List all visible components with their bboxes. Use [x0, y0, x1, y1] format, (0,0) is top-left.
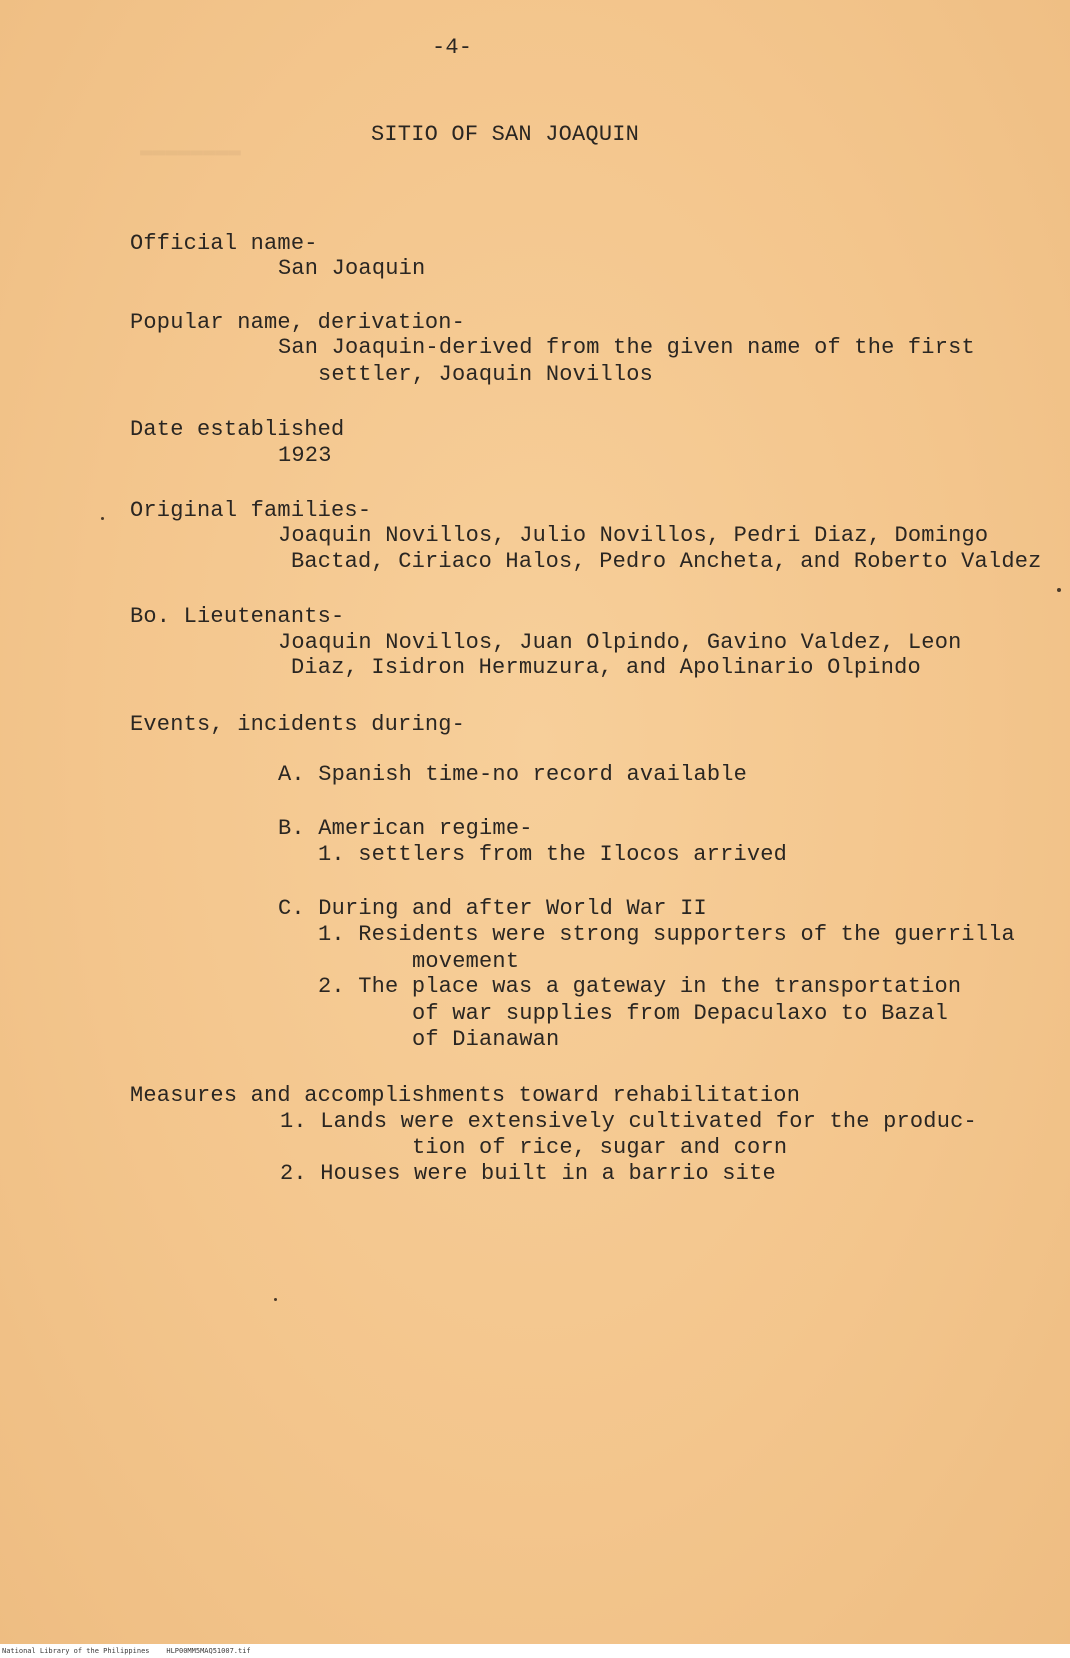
lieutenants-label: Bo. Lieutenants- — [130, 604, 345, 629]
original-families-line1: Joaquin Novillos, Julio Novillos, Pedri Diaz, Domingo — [278, 523, 989, 548]
measures-label: Measures and accomplishments toward rehabilitation — [130, 1083, 801, 1108]
popular-name-label: Popular name, derivation- — [130, 310, 466, 335]
event-c-wwii: C. During and after World War II — [278, 896, 707, 921]
page-number: -4- — [432, 35, 473, 60]
official-name-label: Official name- — [130, 231, 318, 256]
event-c2-line2: of war supplies from Depaculaxo to Bazal — [412, 1001, 949, 1026]
event-c2-line3: of Dianawan — [412, 1027, 560, 1052]
original-families-label: Original families- — [130, 498, 372, 523]
lieutenants-line1: Joaquin Novillos, Juan Olpindo, Gavino Valdez, Leon — [278, 630, 962, 655]
date-established-value: 1923 — [278, 443, 332, 468]
original-families-line2: Bactad, Ciriaco Halos, Pedro Ancheta, and Roberto Valdez — [291, 549, 1042, 574]
paper-speck — [1057, 588, 1061, 592]
scan-footer: National Library of the Philippines HLP00MM5MAQ51007.tif — [2, 1647, 251, 1655]
paper-speck — [101, 517, 104, 520]
event-c1-line2: movement — [412, 949, 520, 974]
popular-name-line2: settler, Joaquin Novillos — [318, 362, 654, 387]
paper-speck — [274, 1298, 277, 1301]
event-a-spanish: A. Spanish time-no record available — [278, 762, 748, 787]
event-c2-line1: 2. The place was a gateway in the transportation — [318, 974, 962, 999]
measure-1-line1: 1. Lands were extensively cultivated for the produc- — [280, 1109, 977, 1134]
measure-2: 2. Houses were built in a barrio site — [280, 1161, 776, 1186]
events-label: Events, incidents during- — [130, 712, 466, 737]
lieutenants-line2: Diaz, Isidron Hermuzura, and Apolinario Olpindo — [291, 655, 921, 680]
official-name-value: San Joaquin — [278, 256, 426, 281]
measure-1-line2: tion of rice, sugar and corn — [412, 1135, 788, 1160]
event-b1: 1. settlers from the Ilocos arrived — [318, 842, 788, 867]
popular-name-line1: San Joaquin-derived from the given name of the first — [278, 335, 975, 360]
page-title: SITIO OF SAN JOAQUIN — [371, 122, 640, 147]
date-established-label: Date established — [130, 417, 345, 442]
event-b-american: B. American regime- — [278, 816, 533, 841]
event-c1-line1: 1. Residents were strong supporters of the guerrilla — [318, 922, 1015, 947]
